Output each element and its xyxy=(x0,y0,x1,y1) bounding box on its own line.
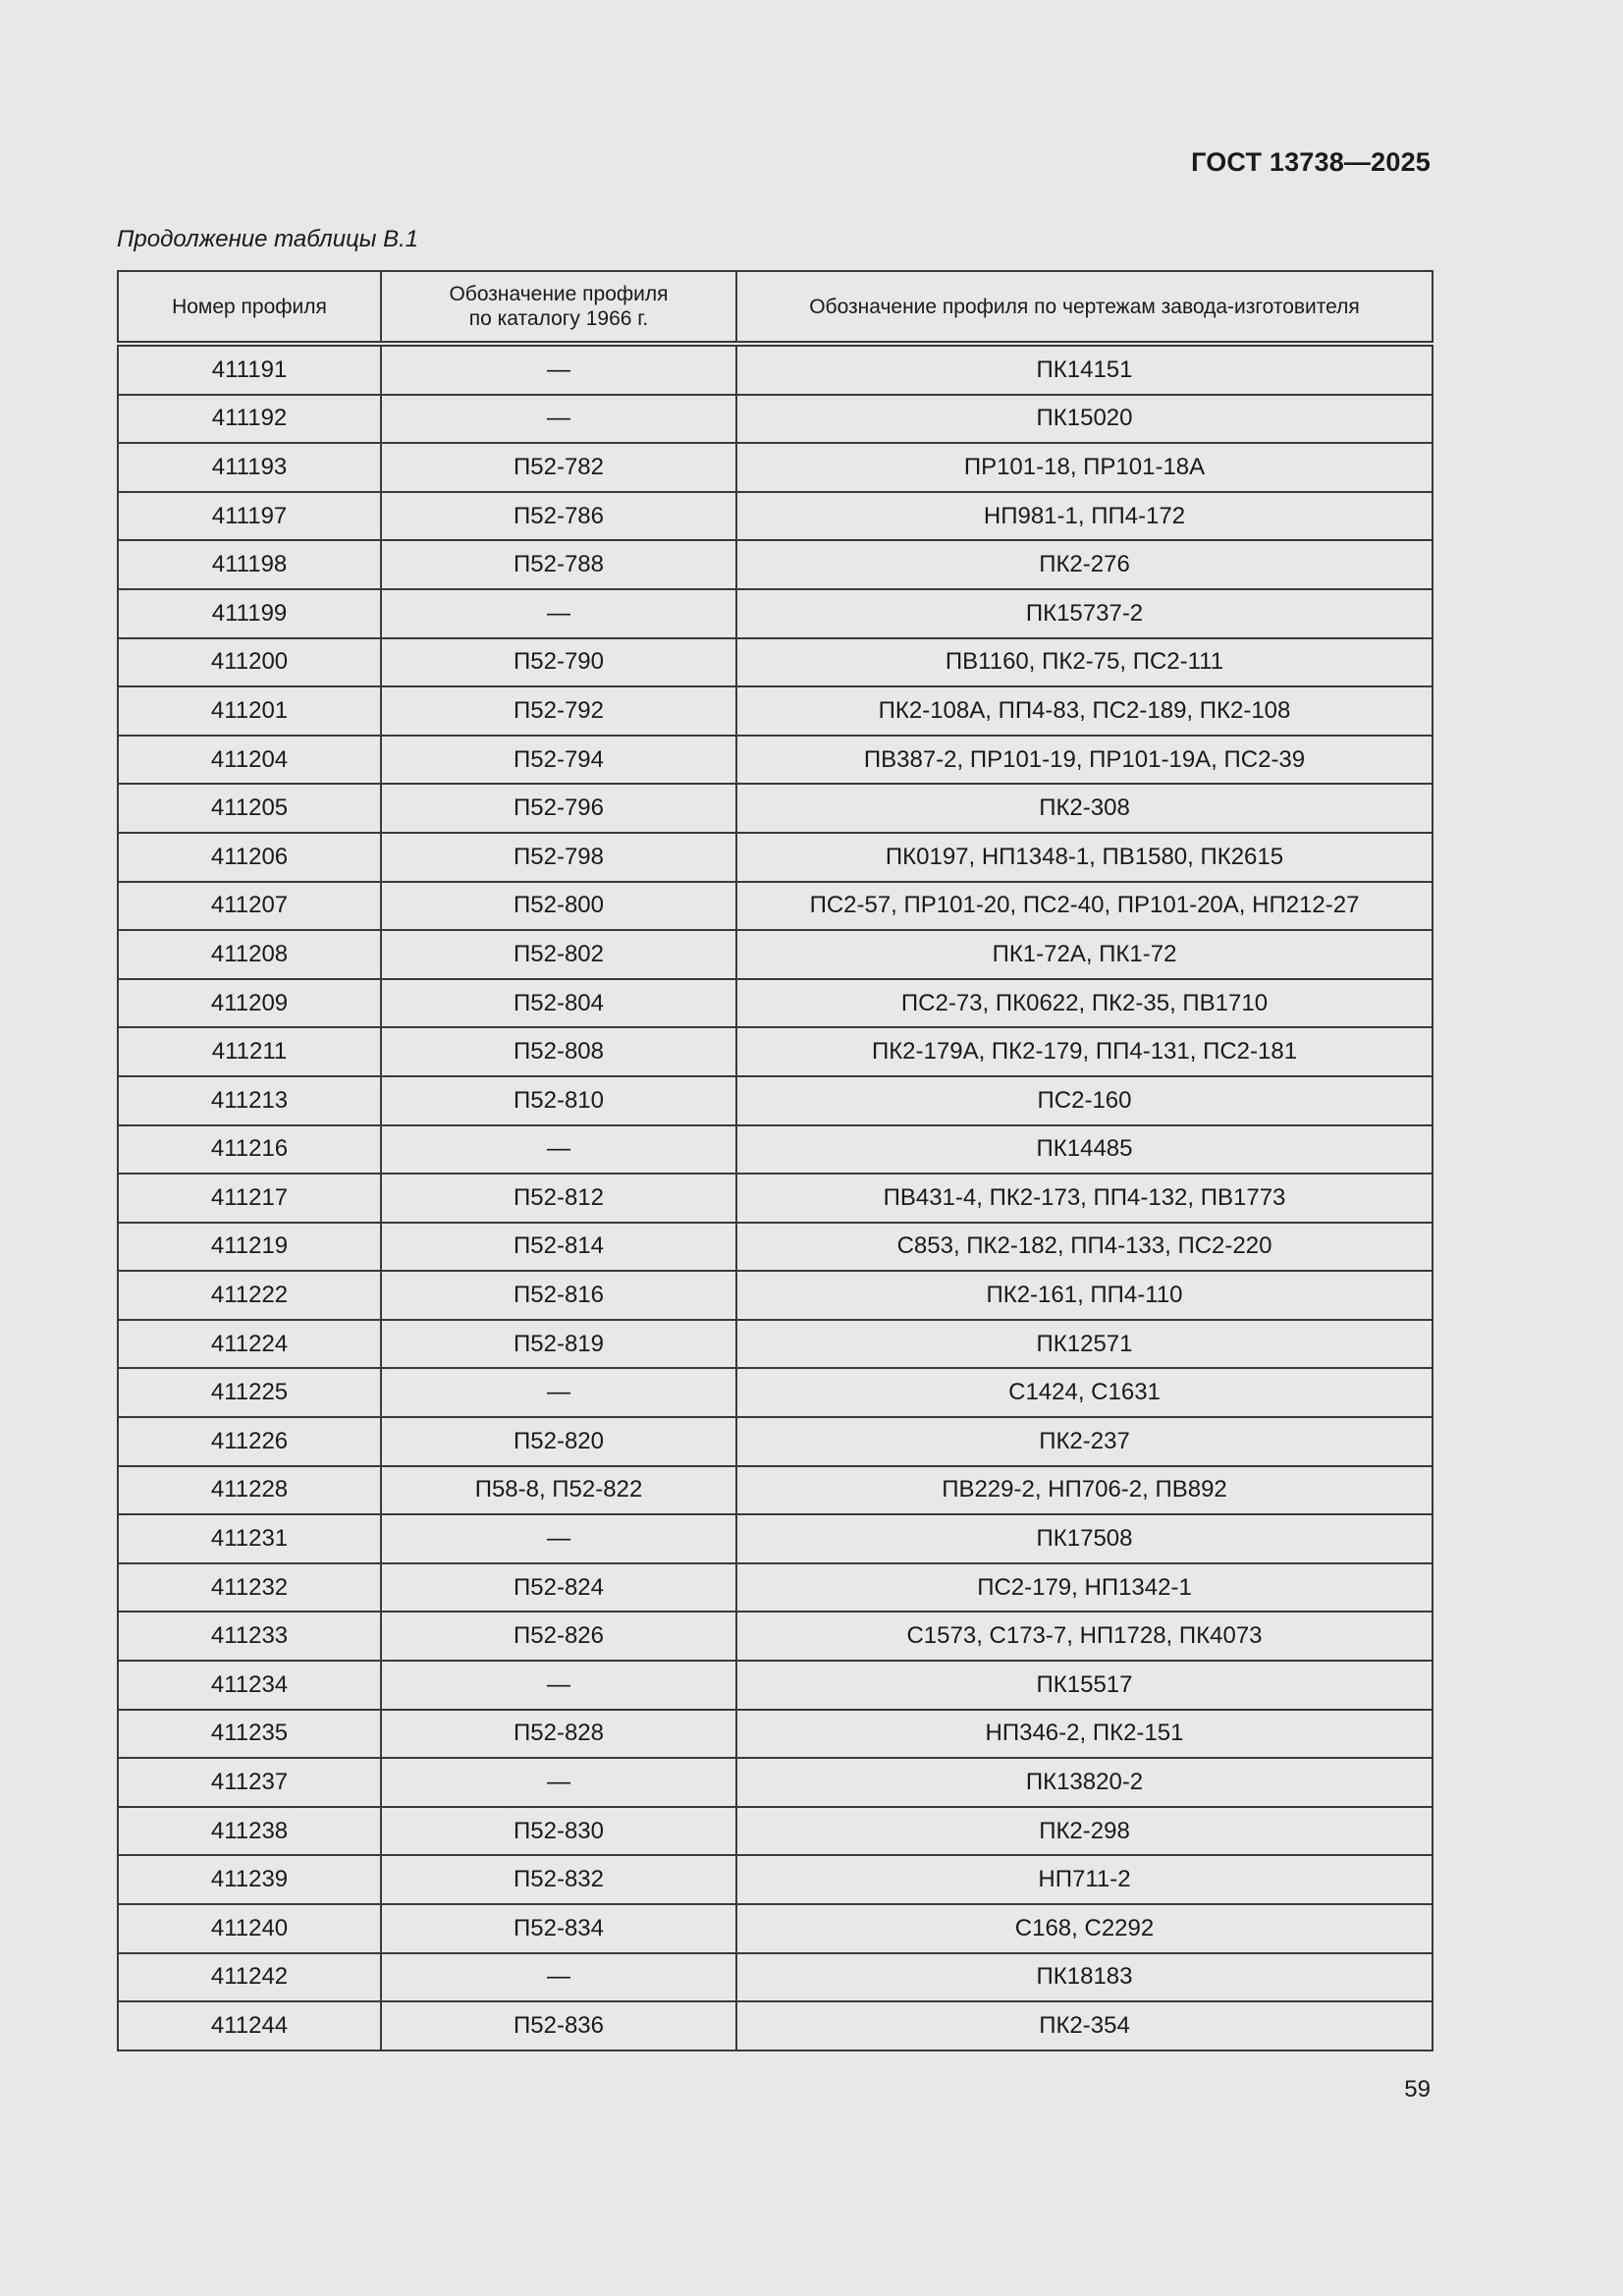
cell-factory-designation: ПС2-179, НП1342-1 xyxy=(736,1563,1433,1613)
cell-factory-designation: ПК2-108А, ПП4-83, ПС2-189, ПК2-108 xyxy=(736,686,1433,736)
table-row xyxy=(118,540,1433,589)
cell-factory-designation: ПК2-161, ПП4-110 xyxy=(736,1271,1433,1320)
cell-catalog-1966: П52-804 xyxy=(381,979,736,1028)
cell-profile-number: 411206 xyxy=(118,833,381,882)
cell-catalog-1966: П52-794 xyxy=(381,736,736,785)
cell-profile-number: 411231 xyxy=(118,1514,381,1563)
cell-profile-number: 411234 xyxy=(118,1661,381,1710)
cell-catalog-1966: П52-790 xyxy=(381,638,736,687)
cell-factory-designation: ПК2-298 xyxy=(736,1807,1433,1856)
table-row xyxy=(118,1271,1433,1320)
table-row xyxy=(118,1466,1433,1515)
table-row xyxy=(118,344,1433,395)
cell-catalog-1966: П52-832 xyxy=(381,1855,736,1904)
cell-profile-number: 411191 xyxy=(118,344,381,395)
cell-factory-designation: ПК2-237 xyxy=(736,1417,1433,1466)
cell-catalog-1966: — xyxy=(381,395,736,444)
cell-profile-number: 411225 xyxy=(118,1368,381,1417)
cell-factory-designation: С1424, С1631 xyxy=(736,1368,1433,1417)
cell-catalog-1966: — xyxy=(381,1953,736,2002)
cell-catalog-1966: П52-786 xyxy=(381,492,736,541)
table-row xyxy=(118,638,1433,687)
cell-profile-number: 411235 xyxy=(118,1710,381,1759)
cell-factory-designation: ПК2-354 xyxy=(736,2001,1433,2050)
cell-catalog-1966: П52-802 xyxy=(381,930,736,979)
table-header-row xyxy=(118,271,1433,344)
page-number: 59 xyxy=(1404,2076,1431,2103)
table-row xyxy=(118,833,1433,882)
cell-catalog-1966: П52-788 xyxy=(381,540,736,589)
table-row xyxy=(118,395,1433,444)
cell-profile-number: 411204 xyxy=(118,736,381,785)
cell-catalog-1966: П52-830 xyxy=(381,1807,736,1856)
cell-catalog-1966: П52-812 xyxy=(381,1174,736,1223)
cell-catalog-1966: — xyxy=(381,1758,736,1807)
cell-factory-designation: ПК12571 xyxy=(736,1320,1433,1369)
cell-factory-designation: ПК15517 xyxy=(736,1661,1433,1710)
cell-catalog-1966: П52-808 xyxy=(381,1027,736,1076)
cell-catalog-1966: П52-816 xyxy=(381,1271,736,1320)
cell-catalog-1966: П52-836 xyxy=(381,2001,736,2050)
column-header-catalog-1966 xyxy=(381,271,736,344)
table-row xyxy=(118,1027,1433,1076)
cell-catalog-1966: — xyxy=(381,1661,736,1710)
cell-profile-number: 411216 xyxy=(118,1125,381,1175)
cell-factory-designation: ПК15020 xyxy=(736,395,1433,444)
cell-profile-number: 411219 xyxy=(118,1223,381,1272)
table-row xyxy=(118,1904,1433,1953)
cell-profile-number: 411192 xyxy=(118,395,381,444)
table-row xyxy=(118,1417,1433,1466)
cell-profile-number: 411224 xyxy=(118,1320,381,1369)
cell-profile-number: 411233 xyxy=(118,1612,381,1661)
cell-factory-designation: ПК14151 xyxy=(736,344,1433,395)
table-row xyxy=(118,1223,1433,1272)
table-body xyxy=(118,344,1433,2050)
cell-profile-number: 411217 xyxy=(118,1174,381,1223)
cell-profile-number: 411238 xyxy=(118,1807,381,1856)
table-row xyxy=(118,1174,1433,1223)
cell-factory-designation: ПК13820-2 xyxy=(736,1758,1433,1807)
cell-factory-designation: НП346-2, ПК2-151 xyxy=(736,1710,1433,1759)
cell-factory-designation: С853, ПК2-182, ПП4-133, ПС2-220 xyxy=(736,1223,1433,1272)
table-caption: Продолжение таблицы В.1 xyxy=(117,226,419,252)
table-row xyxy=(118,979,1433,1028)
cell-profile-number: 411197 xyxy=(118,492,381,541)
table-row xyxy=(118,2001,1433,2050)
cell-profile-number: 411228 xyxy=(118,1466,381,1515)
cell-factory-designation: ПС2-160 xyxy=(736,1076,1433,1125)
cell-catalog-1966: — xyxy=(381,1125,736,1175)
cell-factory-designation: ПВ229-2, НП706-2, ПВ892 xyxy=(736,1466,1433,1515)
cell-factory-designation: ПК18183 xyxy=(736,1953,1433,2002)
cell-factory-designation: ПВ431-4, ПК2-173, ПП4-132, ПВ1773 xyxy=(736,1174,1433,1223)
cell-profile-number: 411232 xyxy=(118,1563,381,1613)
cell-catalog-1966: П52-798 xyxy=(381,833,736,882)
table-row xyxy=(118,784,1433,833)
cell-factory-designation: НП981-1, ПП4-172 xyxy=(736,492,1433,541)
table-row xyxy=(118,1710,1433,1759)
cell-profile-number: 411193 xyxy=(118,443,381,492)
cell-profile-number: 411239 xyxy=(118,1855,381,1904)
cell-catalog-1966: П52-782 xyxy=(381,443,736,492)
cell-profile-number: 411208 xyxy=(118,930,381,979)
cell-profile-number: 411213 xyxy=(118,1076,381,1125)
cell-factory-designation: С168, С2292 xyxy=(736,1904,1433,1953)
table-row xyxy=(118,1076,1433,1125)
cell-factory-designation: ПК17508 xyxy=(736,1514,1433,1563)
cell-factory-designation: ПК2-276 xyxy=(736,540,1433,589)
cell-catalog-1966: П52-820 xyxy=(381,1417,736,1466)
cell-factory-designation: ПК0197, НП1348-1, ПВ1580, ПК2615 xyxy=(736,833,1433,882)
cell-catalog-1966: П52-834 xyxy=(381,1904,736,1953)
cell-catalog-1966: П52-824 xyxy=(381,1563,736,1613)
column-header-catalog-line-2: по каталогу 1966 г. xyxy=(468,307,649,330)
cell-catalog-1966: — xyxy=(381,1514,736,1563)
table-row xyxy=(118,882,1433,931)
table-row xyxy=(118,1563,1433,1613)
cell-catalog-1966: — xyxy=(381,589,736,638)
cell-factory-designation: ПК2-179А, ПК2-179, ПП4-131, ПС2-181 xyxy=(736,1027,1433,1076)
cell-profile-number: 411199 xyxy=(118,589,381,638)
cell-profile-number: 411200 xyxy=(118,638,381,687)
table-row xyxy=(118,736,1433,785)
cell-profile-number: 411207 xyxy=(118,882,381,931)
cell-factory-designation: ПК15737-2 xyxy=(736,589,1433,638)
table-row xyxy=(118,1855,1433,1904)
cell-profile-number: 411198 xyxy=(118,540,381,589)
table-row xyxy=(118,1514,1433,1563)
cell-catalog-1966: — xyxy=(381,1368,736,1417)
cell-factory-designation: ПС2-73, ПК0622, ПК2-35, ПВ1710 xyxy=(736,979,1433,1028)
cell-factory-designation: ПК2-308 xyxy=(736,784,1433,833)
cell-profile-number: 411222 xyxy=(118,1271,381,1320)
cell-catalog-1966: П52-810 xyxy=(381,1076,736,1125)
table-row xyxy=(118,1320,1433,1369)
table-row xyxy=(118,686,1433,736)
cell-factory-designation: С1573, С173-7, НП1728, ПК4073 xyxy=(736,1612,1433,1661)
cell-profile-number: 411209 xyxy=(118,979,381,1028)
column-header-profile-number: Номер профиля xyxy=(118,271,381,344)
profiles-table xyxy=(117,270,1434,2051)
cell-catalog-1966: П52-814 xyxy=(381,1223,736,1272)
table-row xyxy=(118,1953,1433,2002)
cell-catalog-1966: — xyxy=(381,344,736,395)
cell-catalog-1966: П52-800 xyxy=(381,882,736,931)
table-row xyxy=(118,443,1433,492)
table-row xyxy=(118,1125,1433,1175)
cell-factory-designation: ПВ1160, ПК2-75, ПС2-111 xyxy=(736,638,1433,687)
table-row xyxy=(118,1612,1433,1661)
table-row xyxy=(118,930,1433,979)
cell-factory-designation: ПВ387-2, ПР101-19, ПР101-19А, ПС2-39 xyxy=(736,736,1433,785)
cell-profile-number: 411237 xyxy=(118,1758,381,1807)
cell-factory-designation: ПК1-72А, ПК1-72 xyxy=(736,930,1433,979)
cell-catalog-1966: П52-826 xyxy=(381,1612,736,1661)
cell-catalog-1966: П52-828 xyxy=(381,1710,736,1759)
table-row xyxy=(118,1807,1433,1856)
cell-profile-number: 411240 xyxy=(118,1904,381,1953)
table-row xyxy=(118,1758,1433,1807)
cell-factory-designation: ПР101-18, ПР101-18А xyxy=(736,443,1433,492)
cell-profile-number: 411205 xyxy=(118,784,381,833)
document-code: ГОСТ 13738—2025 xyxy=(1191,147,1431,177)
cell-profile-number: 411201 xyxy=(118,686,381,736)
cell-catalog-1966: П52-796 xyxy=(381,784,736,833)
cell-profile-number: 411226 xyxy=(118,1417,381,1466)
cell-profile-number: 411242 xyxy=(118,1953,381,2002)
cell-factory-designation: ПК14485 xyxy=(736,1125,1433,1175)
table-row xyxy=(118,1661,1433,1710)
column-header-factory-drawings: Обозначение профиля по чертежам завода-изготовителя xyxy=(736,271,1433,344)
table-row xyxy=(118,492,1433,541)
cell-profile-number: 411211 xyxy=(118,1027,381,1076)
cell-catalog-1966: П58-8, П52-822 xyxy=(381,1466,736,1515)
cell-factory-designation: НП711-2 xyxy=(736,1855,1433,1904)
cell-factory-designation: ПС2-57, ПР101-20, ПС2-40, ПР101-20А, НП212-27 xyxy=(736,882,1433,931)
column-header-catalog-line-1: Обозначение профиля xyxy=(449,283,669,305)
table-row xyxy=(118,1368,1433,1417)
cell-catalog-1966: П52-792 xyxy=(381,686,736,736)
cell-catalog-1966: П52-819 xyxy=(381,1320,736,1369)
table-row xyxy=(118,589,1433,638)
cell-profile-number: 411244 xyxy=(118,2001,381,2050)
